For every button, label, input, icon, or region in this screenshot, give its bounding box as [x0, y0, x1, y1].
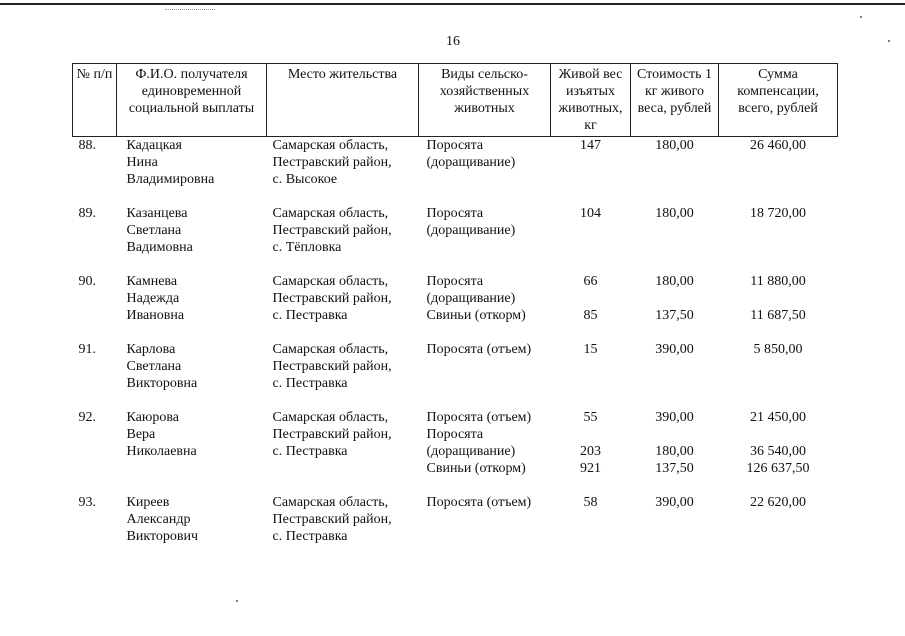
cell-line: Кадацкая: [126, 138, 182, 153]
cell-weight: [551, 273, 631, 324]
page-number: 16: [446, 34, 460, 49]
cell-line: [722, 290, 835, 307]
cell-line: 180,00: [655, 274, 694, 289]
header-name: Ф.И.О. получателя единовременной социальной выплаты: [117, 64, 267, 137]
cell-name: [117, 273, 267, 324]
cell-line: [427, 239, 548, 256]
cell-sum: [719, 341, 838, 392]
cell-line: Нина: [126, 155, 158, 170]
header-sum: Сумма компенсации, всего, рублей: [719, 64, 838, 137]
cell-line: [427, 171, 548, 188]
cell-line: 85: [583, 308, 598, 323]
cell-sum: [719, 494, 838, 545]
cell-line: с. Пестравка: [272, 529, 348, 544]
cell-line: Самарская область,: [272, 410, 389, 425]
cell-line: 36 540,00: [750, 444, 806, 459]
table-row: [73, 341, 838, 392]
cell-line: [554, 290, 628, 307]
cell-line: с. Пестравка: [272, 444, 348, 459]
cell-line: Пестравский район,: [272, 512, 392, 527]
cell-line: [273, 460, 416, 477]
cell-place: [267, 494, 419, 545]
cell-weight: [551, 494, 631, 545]
spacer-cell: [73, 477, 838, 494]
cell-weight: [551, 409, 631, 477]
header-weight: Живой вес изъятых животных, кг: [551, 64, 631, 137]
cell-line: (доращивание): [426, 155, 516, 170]
cell-line: [722, 239, 835, 256]
cell-line: Карлова: [126, 342, 176, 357]
cell-line: [634, 426, 716, 443]
cell-sum: [719, 137, 838, 189]
cell-line: [554, 375, 628, 392]
header-place: Место жительства: [267, 64, 419, 137]
row-spacer: [73, 477, 838, 494]
cell-weight: [551, 137, 631, 189]
spacer-cell: [73, 188, 838, 205]
cell-line: 390,00: [655, 495, 694, 510]
cell-line: [722, 358, 835, 375]
cell-price: [631, 341, 719, 392]
cell-line: [722, 528, 835, 545]
row-spacer: [73, 256, 838, 273]
cell-line: [634, 154, 716, 171]
cell-line: Вадимовна: [126, 240, 193, 255]
table-row: [73, 494, 838, 545]
cell-line: [722, 171, 835, 188]
spacer-cell: [73, 324, 838, 341]
cell-line: Камнева: [126, 274, 178, 289]
header-kind: Виды сельско-хозяйственных животных: [419, 64, 551, 137]
cell-line: Светлана: [126, 223, 182, 238]
cell-line: с. Тёпловка: [272, 240, 342, 255]
cell-line: [554, 511, 628, 528]
cell-line: [634, 358, 716, 375]
cell-line: с. Пестравка: [272, 308, 348, 323]
cell-line: 11 880,00: [750, 274, 806, 289]
cell-line: Надежда: [126, 291, 180, 306]
cell-line: Пестравский район,: [272, 359, 392, 374]
cell-line: (доращивание): [426, 291, 516, 306]
scan-artifact: [165, 9, 215, 16]
cell-line: 137,50: [655, 308, 694, 323]
cell-line: Поросята (отъем): [426, 410, 532, 425]
cell-price: [631, 273, 719, 324]
table-row: [73, 273, 838, 324]
cell-line: Вера: [126, 427, 156, 442]
cell-line: [634, 511, 716, 528]
cell-place: [267, 341, 419, 392]
cell-line: [722, 426, 835, 443]
cell-line: 15: [583, 342, 598, 357]
cell-line: [554, 171, 628, 188]
scan-top-edge: [0, 3, 905, 5]
row-spacer: [73, 392, 838, 409]
cell-idx: 88.: [78, 138, 96, 153]
cell-place: [267, 273, 419, 324]
cell-line: 180,00: [655, 138, 694, 153]
cell-line: Самарская область,: [272, 206, 389, 221]
cell-line: 921: [580, 461, 601, 476]
header-idx: № п/п: [73, 64, 117, 137]
cell-line: 180,00: [655, 206, 694, 221]
cell-line: 5 850,00: [753, 342, 803, 357]
cell-line: [634, 239, 716, 256]
cell-line: Поросята: [426, 427, 484, 442]
scan-speck: [236, 600, 238, 602]
cell-kind: [419, 205, 551, 256]
cell-line: 21 450,00: [750, 410, 806, 425]
cell-line: Ивановна: [126, 308, 185, 323]
cell-line: Киреев: [126, 495, 170, 510]
cell-idx: 89.: [78, 206, 96, 221]
cell-line: Николаевна: [126, 444, 197, 459]
cell-price: [631, 494, 719, 545]
cell-line: [554, 239, 628, 256]
cell-line: [722, 154, 835, 171]
cell-line: Поросята: [426, 206, 484, 221]
cell-kind: [419, 137, 551, 189]
cell-sum: [719, 409, 838, 477]
cell-line: [634, 375, 716, 392]
cell-sum: [719, 273, 838, 324]
cell-line: Самарская область,: [272, 342, 389, 357]
cell-kind: [419, 494, 551, 545]
cell-line: 126 637,50: [746, 461, 810, 476]
cell-line: [554, 154, 628, 171]
cell-line: [427, 511, 548, 528]
cell-line: Владимировна: [126, 172, 215, 187]
cell-line: 18 720,00: [750, 206, 806, 221]
table-row: [73, 137, 838, 189]
cell-line: [634, 290, 716, 307]
cell-line: 22 620,00: [750, 495, 806, 510]
scan-speck: [860, 16, 862, 18]
cell-line: 104: [580, 206, 601, 221]
cell-kind: [419, 409, 551, 477]
cell-line: Светлана: [126, 359, 182, 374]
cell-weight: [551, 341, 631, 392]
cell-name: [117, 409, 267, 477]
table-row: [73, 205, 838, 256]
cell-price: [631, 409, 719, 477]
cell-line: [722, 511, 835, 528]
cell-line: Пестравский район,: [272, 427, 392, 442]
cell-name: [117, 494, 267, 545]
cell-line: [427, 375, 548, 392]
cell-line: 180,00: [655, 444, 694, 459]
cell-line: 55: [583, 410, 598, 425]
cell-line: Викторович: [126, 529, 199, 544]
cell-line: Самарская область,: [272, 274, 389, 289]
cell-kind: [419, 273, 551, 324]
cell-line: Поросята: [426, 274, 484, 289]
cell-line: с. Высокое: [272, 172, 338, 187]
cell-line: [554, 358, 628, 375]
cell-line: 58: [583, 495, 598, 510]
cell-place: [267, 409, 419, 477]
cell-idx: 92.: [78, 410, 96, 425]
cell-line: Каюрова: [126, 410, 179, 425]
cell-line: [427, 528, 548, 545]
cell-line: Александр: [126, 512, 191, 527]
compensation-table: [72, 63, 838, 545]
spacer-cell: [73, 392, 838, 409]
cell-idx: 91.: [78, 342, 96, 357]
cell-line: (доращивание): [426, 223, 516, 238]
cell-name: [117, 205, 267, 256]
cell-line: 66: [583, 274, 598, 289]
cell-line: [554, 222, 628, 239]
cell-line: [554, 528, 628, 545]
cell-line: 26 460,00: [750, 138, 806, 153]
cell-line: 147: [580, 138, 601, 153]
table-header-row: [73, 64, 838, 137]
cell-weight: [551, 205, 631, 256]
cell-line: 390,00: [655, 410, 694, 425]
cell-line: Свиньи (откорм): [426, 461, 526, 476]
cell-line: [722, 222, 835, 239]
cell-name: [117, 137, 267, 189]
scan-speck: [888, 40, 890, 42]
row-spacer: [73, 324, 838, 341]
cell-line: 390,00: [655, 342, 694, 357]
cell-line: Поросята (отъем): [426, 495, 532, 510]
cell-sum: [719, 205, 838, 256]
cell-place: [267, 205, 419, 256]
cell-line: [634, 222, 716, 239]
cell-line: 137,50: [655, 461, 694, 476]
cell-line: Поросята: [426, 138, 484, 153]
cell-place: [267, 137, 419, 189]
cell-line: Пестравский район,: [272, 155, 392, 170]
cell-line: 11 687,50: [750, 308, 806, 323]
cell-line: Свиньи (откорм): [426, 308, 526, 323]
row-spacer: [73, 188, 838, 205]
cell-line: Поросята (отъем): [426, 342, 532, 357]
spacer-cell: [73, 256, 838, 273]
cell-kind: [419, 341, 551, 392]
cell-line: Пестравский район,: [272, 291, 392, 306]
table-row: [73, 409, 838, 477]
cell-line: [427, 358, 548, 375]
cell-line: с. Пестравка: [272, 376, 348, 391]
cell-idx: 93.: [78, 495, 96, 510]
cell-line: [634, 528, 716, 545]
cell-line: (доращивание): [426, 444, 516, 459]
table-body: [73, 137, 838, 546]
cell-line: [634, 171, 716, 188]
cell-name: [117, 341, 267, 392]
cell-line: 203: [580, 444, 601, 459]
cell-line: Самарская область,: [272, 138, 389, 153]
header-price: Стоимость 1 кг живого веса, рублей: [631, 64, 719, 137]
cell-line: [554, 426, 628, 443]
cell-line: [127, 460, 264, 477]
cell-line: [722, 375, 835, 392]
cell-price: [631, 137, 719, 189]
cell-line: Пестравский район,: [272, 223, 392, 238]
cell-idx: 90.: [78, 274, 96, 289]
cell-line: Викторовна: [126, 376, 198, 391]
cell-line: Казанцева: [126, 206, 188, 221]
cell-line: Самарская область,: [272, 495, 389, 510]
cell-price: [631, 205, 719, 256]
